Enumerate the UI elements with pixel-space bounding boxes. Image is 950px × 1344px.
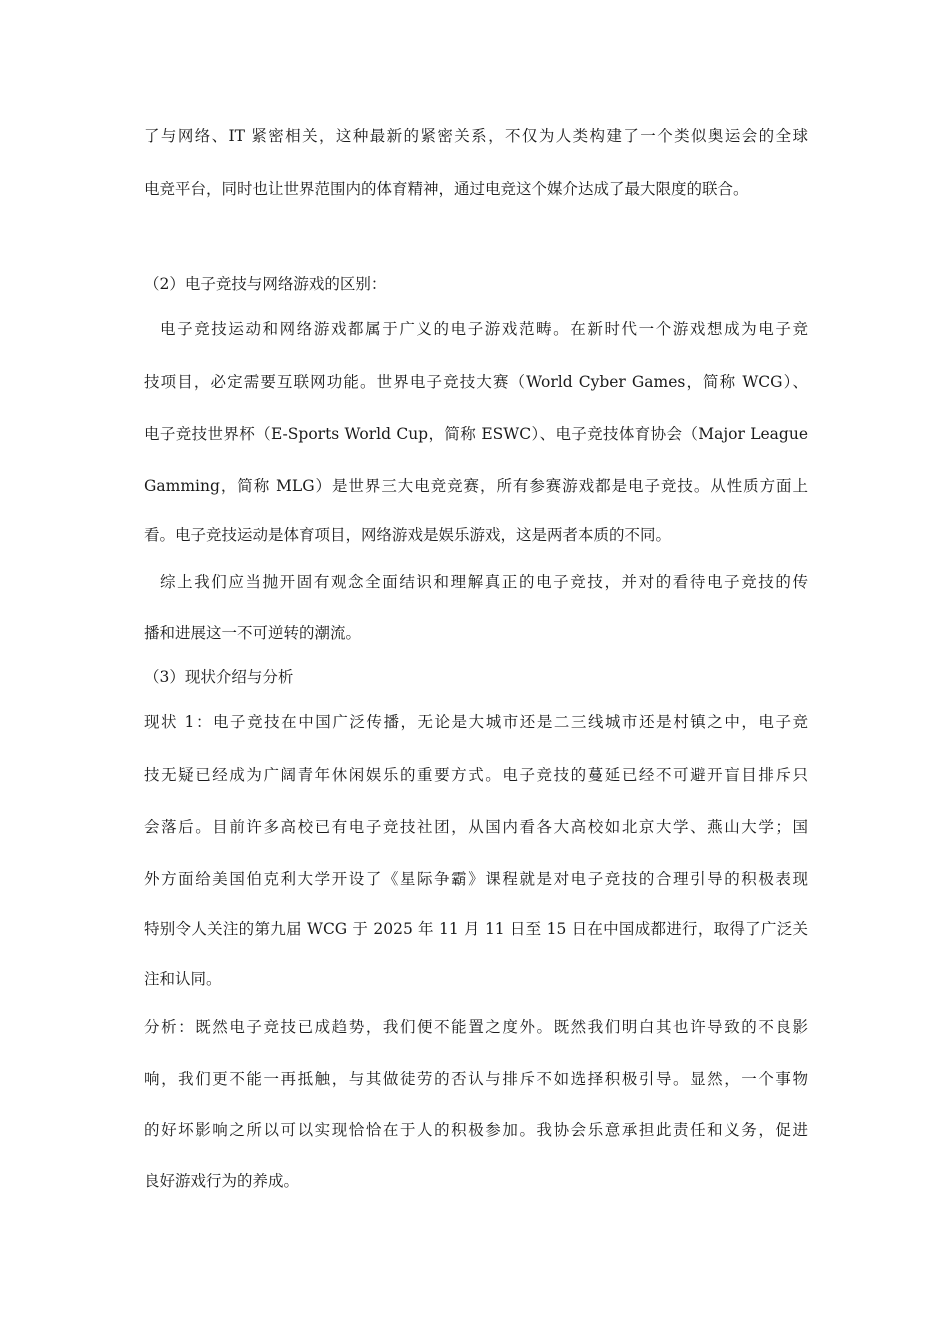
section-2-para-1-line-5: 看。电子竞技运动是体育项目，网络游戏是娱乐游戏，这是两者本质的不同。 (144, 526, 672, 544)
status-line-3: 会落后。目前许多高校已有电子竞技社团，从国内看各大高校如北京大学、燕山大学；国 (144, 818, 808, 836)
section-2-para-1-line-2: 技项目，必定需要互联网功能。世界电子竞技大赛（World Cyber Games，简称 WCG）、 (144, 373, 808, 391)
section-2-para-2-line-2: 播和进展这一不可逆转的潮流。 (144, 624, 362, 642)
intro-line-2: 电竞平台，同时也让世界范围内的体育精神，通过电竞这个媒介达成了最大限度的联合。 (144, 180, 749, 198)
section-2-para-1-line-3: 电子竞技世界杯（E-Sports World Cup，简称 ESWC）、电子竞技体育协会（Major League (144, 425, 808, 443)
status-line-2: 技无疑已经成为广阔青年休闲娱乐的重要方式。电子竞技的蔓延已经不可避开盲目排斥只 (144, 766, 808, 784)
analysis-line-3: 的好坏影响之所以可以实现恰恰在于人的积极参加。我协会乐意承担此责任和义务，促进 (144, 1121, 808, 1139)
status-line-6: 注和认同。 (144, 970, 222, 988)
analysis-line-1: 分析：既然电子竞技已成趋势，我们便不能置之度外。既然我们明白其也许导致的不良影 (144, 1018, 808, 1036)
section-2-para-1-line-1: 电子竞技运动和网络游戏都属于广义的电子游戏范畴。在新时代一个游戏想成为电子竞 (160, 320, 808, 338)
status-line-4: 外方面给美国伯克利大学开设了《星际争霸》课程就是对电子竞技的合理引导的积极表现 (144, 870, 808, 888)
analysis-line-2: 响，我们更不能一再抵触，与其做徒劳的否认与排斥不如选择积极引导。显然，一个事物 (144, 1070, 808, 1088)
section-3-heading: （3）现状介绍与分析 (144, 668, 294, 686)
status-line-5: 特别令人关注的第九届 WCG 于 2025 年 11 月 11 日至 15 日在中国成都进行，取得了广泛关 (144, 920, 808, 938)
intro-line-1: 了与网络、IT 紧密相关，这种最新的紧密关系，不仅为人类构建了一个类似奥运会的全球 (144, 127, 808, 145)
section-2-para-1-line-4: Gamming，简称 MLG）是世界三大电竞竞赛，所有参赛游戏都是电子竞技。从性质方面上 (144, 477, 808, 495)
section-2-heading: （2）电子竞技与网络游戏的区别： (144, 275, 387, 293)
analysis-line-4: 良好游戏行为的养成。 (144, 1172, 300, 1190)
status-line-1: 现状 1：电子竞技在中国广泛传播，无论是大城市还是二三线城市还是村镇之中，电子竞 (144, 713, 808, 731)
section-2-para-2-line-1: 综上我们应当抛开固有观念全面结识和理解真正的电子竞技，并对的看待电子竞技的传 (160, 573, 808, 591)
